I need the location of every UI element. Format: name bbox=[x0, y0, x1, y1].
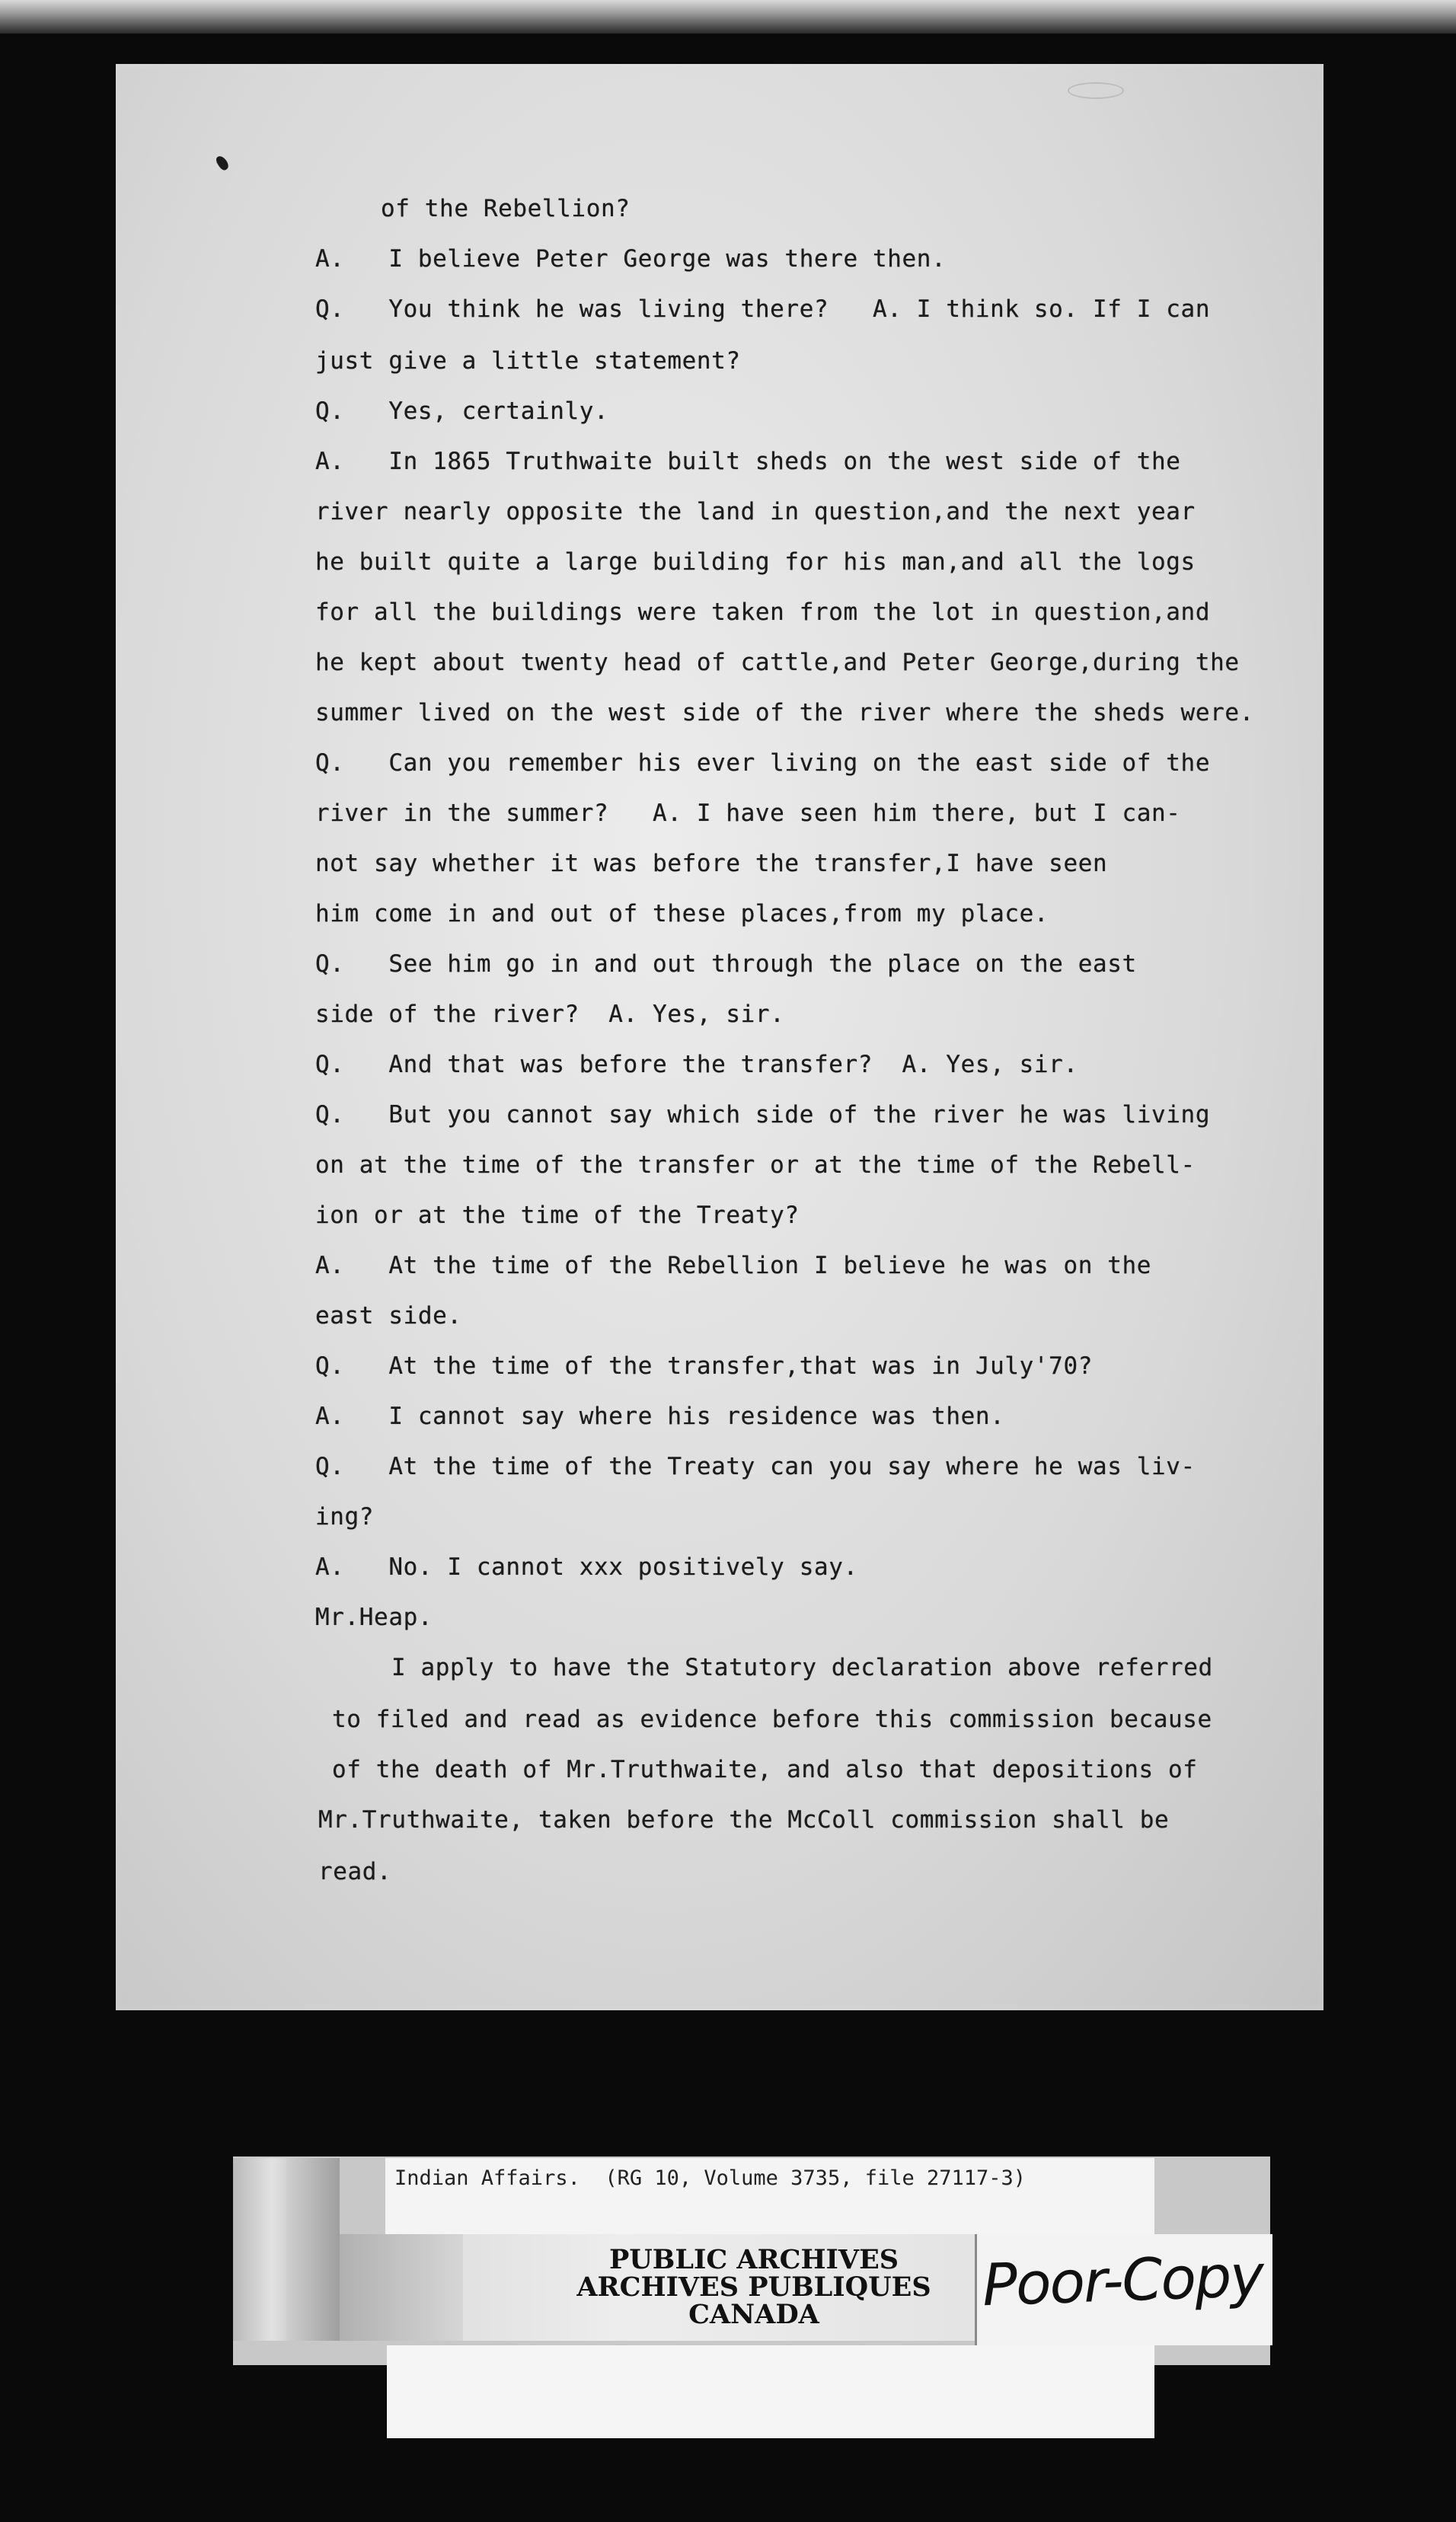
transcript-line: A. No. I cannot xxx positively say. bbox=[315, 1553, 858, 1581]
transcript-line: A. I believe Peter George was there then. bbox=[315, 245, 947, 273]
transcript-line: Q. Can you remember his ever living on the east side of the bbox=[315, 749, 1211, 777]
blank-label-strip bbox=[387, 2345, 1154, 2438]
transcript-line: just give a little statement? bbox=[315, 347, 741, 375]
transcript-line: Q. At the time of the transfer,that was in July'70? bbox=[315, 1352, 1093, 1380]
transcript-line: Q. You think he was living there? A. I think so. If I can bbox=[315, 295, 1211, 323]
transcript-line: of the Rebellion? bbox=[381, 195, 631, 222]
tape-strip bbox=[286, 2158, 340, 2341]
transcript-line: on at the time of the transfer or at the time of the Rebell- bbox=[315, 1151, 1196, 1179]
transcript-line: side of the river? A. Yes, sir. bbox=[315, 1001, 785, 1028]
transcript-line: ing? bbox=[315, 1503, 375, 1531]
transcript-line: of the death of Mr.Truthwaite, and also that depositions of bbox=[332, 1756, 1198, 1783]
transcript-line: ion or at the time of the Treaty? bbox=[315, 1202, 800, 1229]
film-edge bbox=[0, 0, 1456, 34]
transcript-line: A. At the time of the Rebellion I believe he was on the bbox=[315, 1252, 1152, 1279]
transcript-line: he kept about twenty head of cattle,and Peter George,during the bbox=[315, 649, 1240, 676]
transcript-line: he built quite a large building for his man,and all the logs bbox=[315, 548, 1196, 576]
transcript-line: Q. At the time of the Treaty can you say where he was liv- bbox=[315, 1453, 1196, 1480]
transcript-line: him come in and out of these places,from my place. bbox=[315, 900, 1049, 927]
transcript-line: for all the buildings were taken from the lot in question,and bbox=[315, 599, 1211, 626]
transcript-line: river nearly opposite the land in question,and the next year bbox=[315, 498, 1196, 525]
tape-strip bbox=[340, 2234, 463, 2341]
transcript-line: A. In 1865 Truthwaite built sheds on the west side of the bbox=[315, 448, 1181, 475]
transcript-line: Q. And that was before the transfer? A. Yes, sir. bbox=[315, 1051, 1078, 1078]
transcript-line: Mr.Heap. bbox=[315, 1604, 433, 1631]
transcript-line: I apply to have the Statutory declaration above referred bbox=[391, 1654, 1213, 1681]
poor-copy-handwriting: Poor-Copy bbox=[981, 2241, 1264, 2319]
transcript-line: east side. bbox=[315, 1302, 462, 1330]
transcript-line: read. bbox=[318, 1858, 392, 1885]
transcript-line: to filed and read as evidence before this commission because bbox=[332, 1706, 1212, 1733]
transcript-line: Q. But you cannot say which side of the river he was living bbox=[315, 1101, 1211, 1129]
transcript-line: summer lived on the west side of the river where the sheds were. bbox=[315, 699, 1254, 726]
archive-name-en: PUBLIC ARCHIVES bbox=[608, 2244, 899, 2275]
transcript-line: Mr.Truthwaite, taken before the McColl commission shall be bbox=[318, 1806, 1170, 1834]
transcript-line: not say whether it was before the transfer,I have seen bbox=[315, 850, 1108, 877]
archive-country: CANADA bbox=[688, 2299, 819, 2330]
faint-page-mark bbox=[1068, 82, 1124, 99]
transcript-line: Q. See him go in and out through the place on the east bbox=[315, 950, 1137, 978]
transcript-line: river in the summer? A. I have seen him there, but I can- bbox=[315, 800, 1181, 827]
archive-name-fr: ARCHIVES PUBLIQUES bbox=[576, 2271, 931, 2303]
archive-reference: Indian Affairs. (RG 10, Volume 3735, file 27117-3) bbox=[394, 2166, 1027, 2190]
transcript-line: A. I cannot say where his residence was then. bbox=[315, 1403, 1005, 1430]
transcript-line: Q. Yes, certainly. bbox=[315, 397, 609, 425]
